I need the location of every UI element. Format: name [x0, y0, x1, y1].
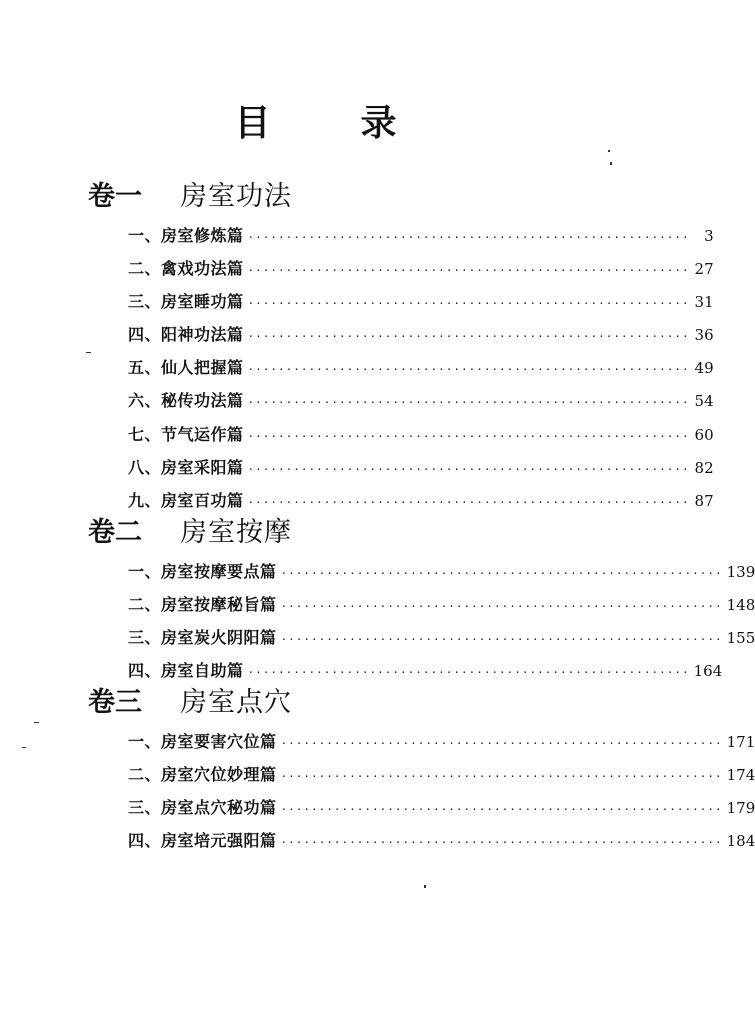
toc-entry[interactable]: [128, 660, 723, 682]
dot-leader: ··························································: [247, 430, 690, 443]
volume-name: 房室功法: [180, 181, 292, 212]
volume-number: 卷一: [88, 181, 142, 212]
volume-heading-3: [88, 686, 292, 720]
entry-page-number: 155: [726, 629, 755, 647]
scan-speck: [608, 150, 610, 152]
toc-entry[interactable]: [128, 225, 714, 247]
entry-page-number: 174: [726, 766, 755, 784]
dot-leader: ··························································: [280, 803, 723, 816]
entry-label: 四、房室自助篇: [128, 661, 244, 680]
toc-entry[interactable]: [128, 561, 755, 583]
volume-heading-1: [88, 180, 292, 214]
entry-page-number: 49: [694, 359, 714, 377]
toc-entry[interactable]: [128, 424, 714, 446]
scan-speck: [34, 722, 39, 723]
entry-label: 三、房室炭火阴阳篇: [128, 628, 277, 647]
entry-label: 七、节气运作篇: [128, 425, 244, 444]
entry-label: 五、仙人把握篇: [128, 358, 244, 377]
entry-page-number: 82: [694, 459, 714, 477]
toc-entry[interactable]: [128, 627, 755, 649]
volume-number: 卷三: [88, 687, 142, 718]
toc-entry[interactable]: [128, 830, 755, 852]
entry-page-number: 148: [726, 596, 755, 614]
toc-entry[interactable]: [128, 797, 755, 819]
entry-label: 八、房室采阳篇: [128, 458, 244, 477]
entry-page-number: 179: [726, 799, 755, 817]
entry-label: 三、房室睡功篇: [128, 292, 244, 311]
entry-page-number: 54: [694, 392, 714, 410]
entry-label: 四、房室培元强阳篇: [128, 831, 277, 850]
dot-leader: ··························································: [247, 297, 690, 310]
dot-leader: ··························································: [247, 264, 690, 277]
scan-speck: [610, 162, 612, 165]
volume-number: 卷二: [88, 517, 142, 548]
dot-leader: ··························································: [247, 496, 690, 509]
dot-leader: ··························································: [280, 737, 723, 750]
toc-entry[interactable]: [128, 324, 714, 346]
volume-heading-2: [88, 516, 292, 550]
entry-label: 一、房室按摩要点篇: [128, 562, 277, 581]
toc-entry[interactable]: [128, 594, 755, 616]
dot-leader: ··························································: [247, 363, 690, 376]
toc-entry[interactable]: [128, 490, 714, 512]
entry-page-number: 3: [704, 227, 714, 245]
entry-page-number: 87: [694, 492, 714, 510]
entry-label: 三、房室点穴秘功篇: [128, 798, 277, 817]
entry-page-number: 139: [726, 563, 755, 581]
entry-page-number: 184: [726, 832, 755, 850]
dot-leader: ··························································: [280, 836, 723, 849]
entry-label: 六、秘传功法篇: [128, 391, 244, 410]
entry-label: 一、房室要害穴位篇: [128, 732, 277, 751]
dot-leader: ··························································: [280, 567, 723, 580]
entry-page-number: 27: [694, 260, 714, 278]
entry-label: 九、房室百功篇: [128, 491, 244, 510]
toc-entry[interactable]: [128, 291, 714, 313]
toc-entry[interactable]: [128, 731, 755, 753]
entry-label: 二、禽戏功法篇: [128, 259, 244, 278]
dot-leader: ··························································: [247, 666, 690, 679]
entry-label: 二、房室穴位妙理篇: [128, 765, 277, 784]
entry-label: 一、房室修炼篇: [128, 226, 244, 245]
toc-entry[interactable]: [128, 390, 714, 412]
page-title-char-2: 录: [360, 103, 455, 144]
entry-page-number: 164: [693, 662, 723, 680]
toc-entry[interactable]: [128, 764, 755, 786]
dot-leader: ··························································: [280, 633, 723, 646]
dot-leader: ··························································: [247, 396, 690, 409]
toc-entry[interactable]: [128, 357, 714, 379]
entry-label: 二、房室按摩秘旨篇: [128, 595, 277, 614]
page-title-char-1: 目: [234, 103, 329, 144]
entry-label: 四、阳神功法篇: [128, 325, 244, 344]
volume-name: 房室点穴: [180, 687, 292, 718]
volume-name: 房室按摩: [180, 517, 292, 548]
dot-leader: ··························································: [280, 600, 723, 613]
dot-leader: ··························································: [247, 231, 690, 244]
entry-page-number: 171: [726, 733, 755, 751]
page-title: [0, 95, 689, 146]
entry-page-number: 31: [694, 293, 714, 311]
scan-speck: [22, 747, 26, 748]
scan-speck: [424, 885, 426, 888]
dot-leader: ··························································: [247, 463, 690, 476]
entry-page-number: 60: [694, 426, 714, 444]
toc-entry[interactable]: [128, 258, 714, 280]
scan-speck: [86, 352, 91, 353]
dot-leader: ··························································: [280, 770, 723, 783]
entry-page-number: 36: [694, 326, 714, 344]
toc-entry[interactable]: [128, 457, 714, 479]
dot-leader: ··························································: [247, 330, 690, 343]
